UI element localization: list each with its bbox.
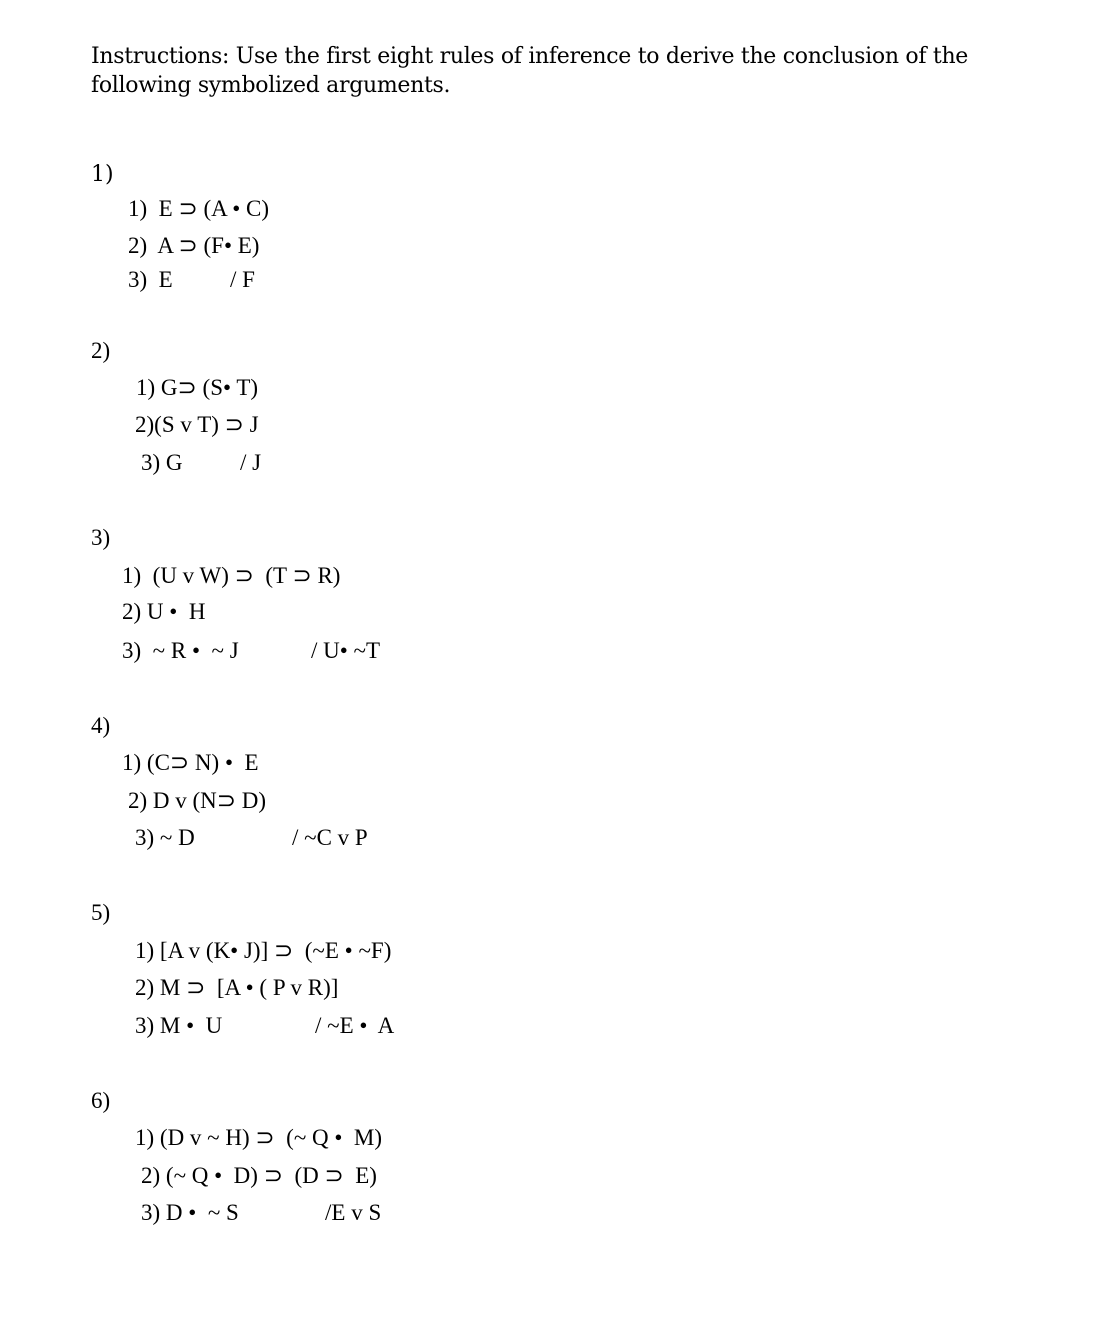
problem-1-number: 1) bbox=[91, 162, 114, 187]
problem-3-premise-2: 2) U • H bbox=[122, 599, 206, 624]
problem-2-premise-3: 3) G bbox=[141, 450, 183, 475]
problem-6-premise-3: 3) D • ~ S bbox=[141, 1200, 239, 1225]
problem-4-premise-1: 1) (C⊃ N) • E bbox=[122, 750, 259, 775]
problem-6-premise-1: 1) (D v ~ H) ⊃ (~ Q • M) bbox=[135, 1125, 383, 1150]
problem-5-number: 5) bbox=[91, 900, 111, 925]
problem-3-premise-1: 1) (U v W) ⊃ (T ⊃ R) bbox=[122, 563, 341, 588]
problem-6-number: 6) bbox=[91, 1088, 111, 1113]
problem-5-premise-3: 3) M • U bbox=[135, 1013, 223, 1038]
problem-1-premise-3: 3) E bbox=[128, 267, 173, 292]
problem-5-conclusion: / ~E • A bbox=[315, 1013, 395, 1038]
problem-4-premise-3: 3) ~ D bbox=[135, 825, 195, 850]
problem-2-conclusion: / J bbox=[240, 450, 262, 475]
problem-1-conclusion: / F bbox=[230, 267, 255, 292]
problem-1-premise-2: 2) A ⊃ (F• E) bbox=[128, 233, 260, 258]
problem-3-number: 3) bbox=[91, 525, 111, 550]
problem-2-number: 2) bbox=[91, 338, 111, 363]
problem-2-premise-2: 2)(S v T) ⊃ J bbox=[135, 412, 259, 437]
problem-3-premise-3: 3) ~ R • ~ J bbox=[122, 638, 239, 663]
problem-4-conclusion: / ~C v P bbox=[292, 825, 368, 850]
problem-3-conclusion: / U• ~T bbox=[311, 638, 381, 663]
problem-6-conclusion: /E v S bbox=[325, 1200, 382, 1225]
problem-4-premise-2: 2) D v (N⊃ D) bbox=[128, 788, 267, 813]
problem-5-premise-1: 1) [A v (K• J)] ⊃ (~E • ~F) bbox=[135, 938, 392, 963]
problem-4-number: 4) bbox=[91, 713, 111, 738]
problem-5-premise-2: 2) M ⊃ [A • ( P v R)] bbox=[135, 975, 339, 1000]
problem-2-premise-1: 1) G⊃ (S• T) bbox=[136, 375, 259, 400]
problem-6-premise-2: 2) (~ Q • D) ⊃ (D ⊃ E) bbox=[141, 1163, 377, 1188]
instructions-text: Instructions: Use the first eight rules of inference to derive the conclusion of the following symbolized arguments. bbox=[91, 44, 969, 98]
problem-1-premise-1: 1) E ⊃ (A • C) bbox=[128, 196, 270, 221]
